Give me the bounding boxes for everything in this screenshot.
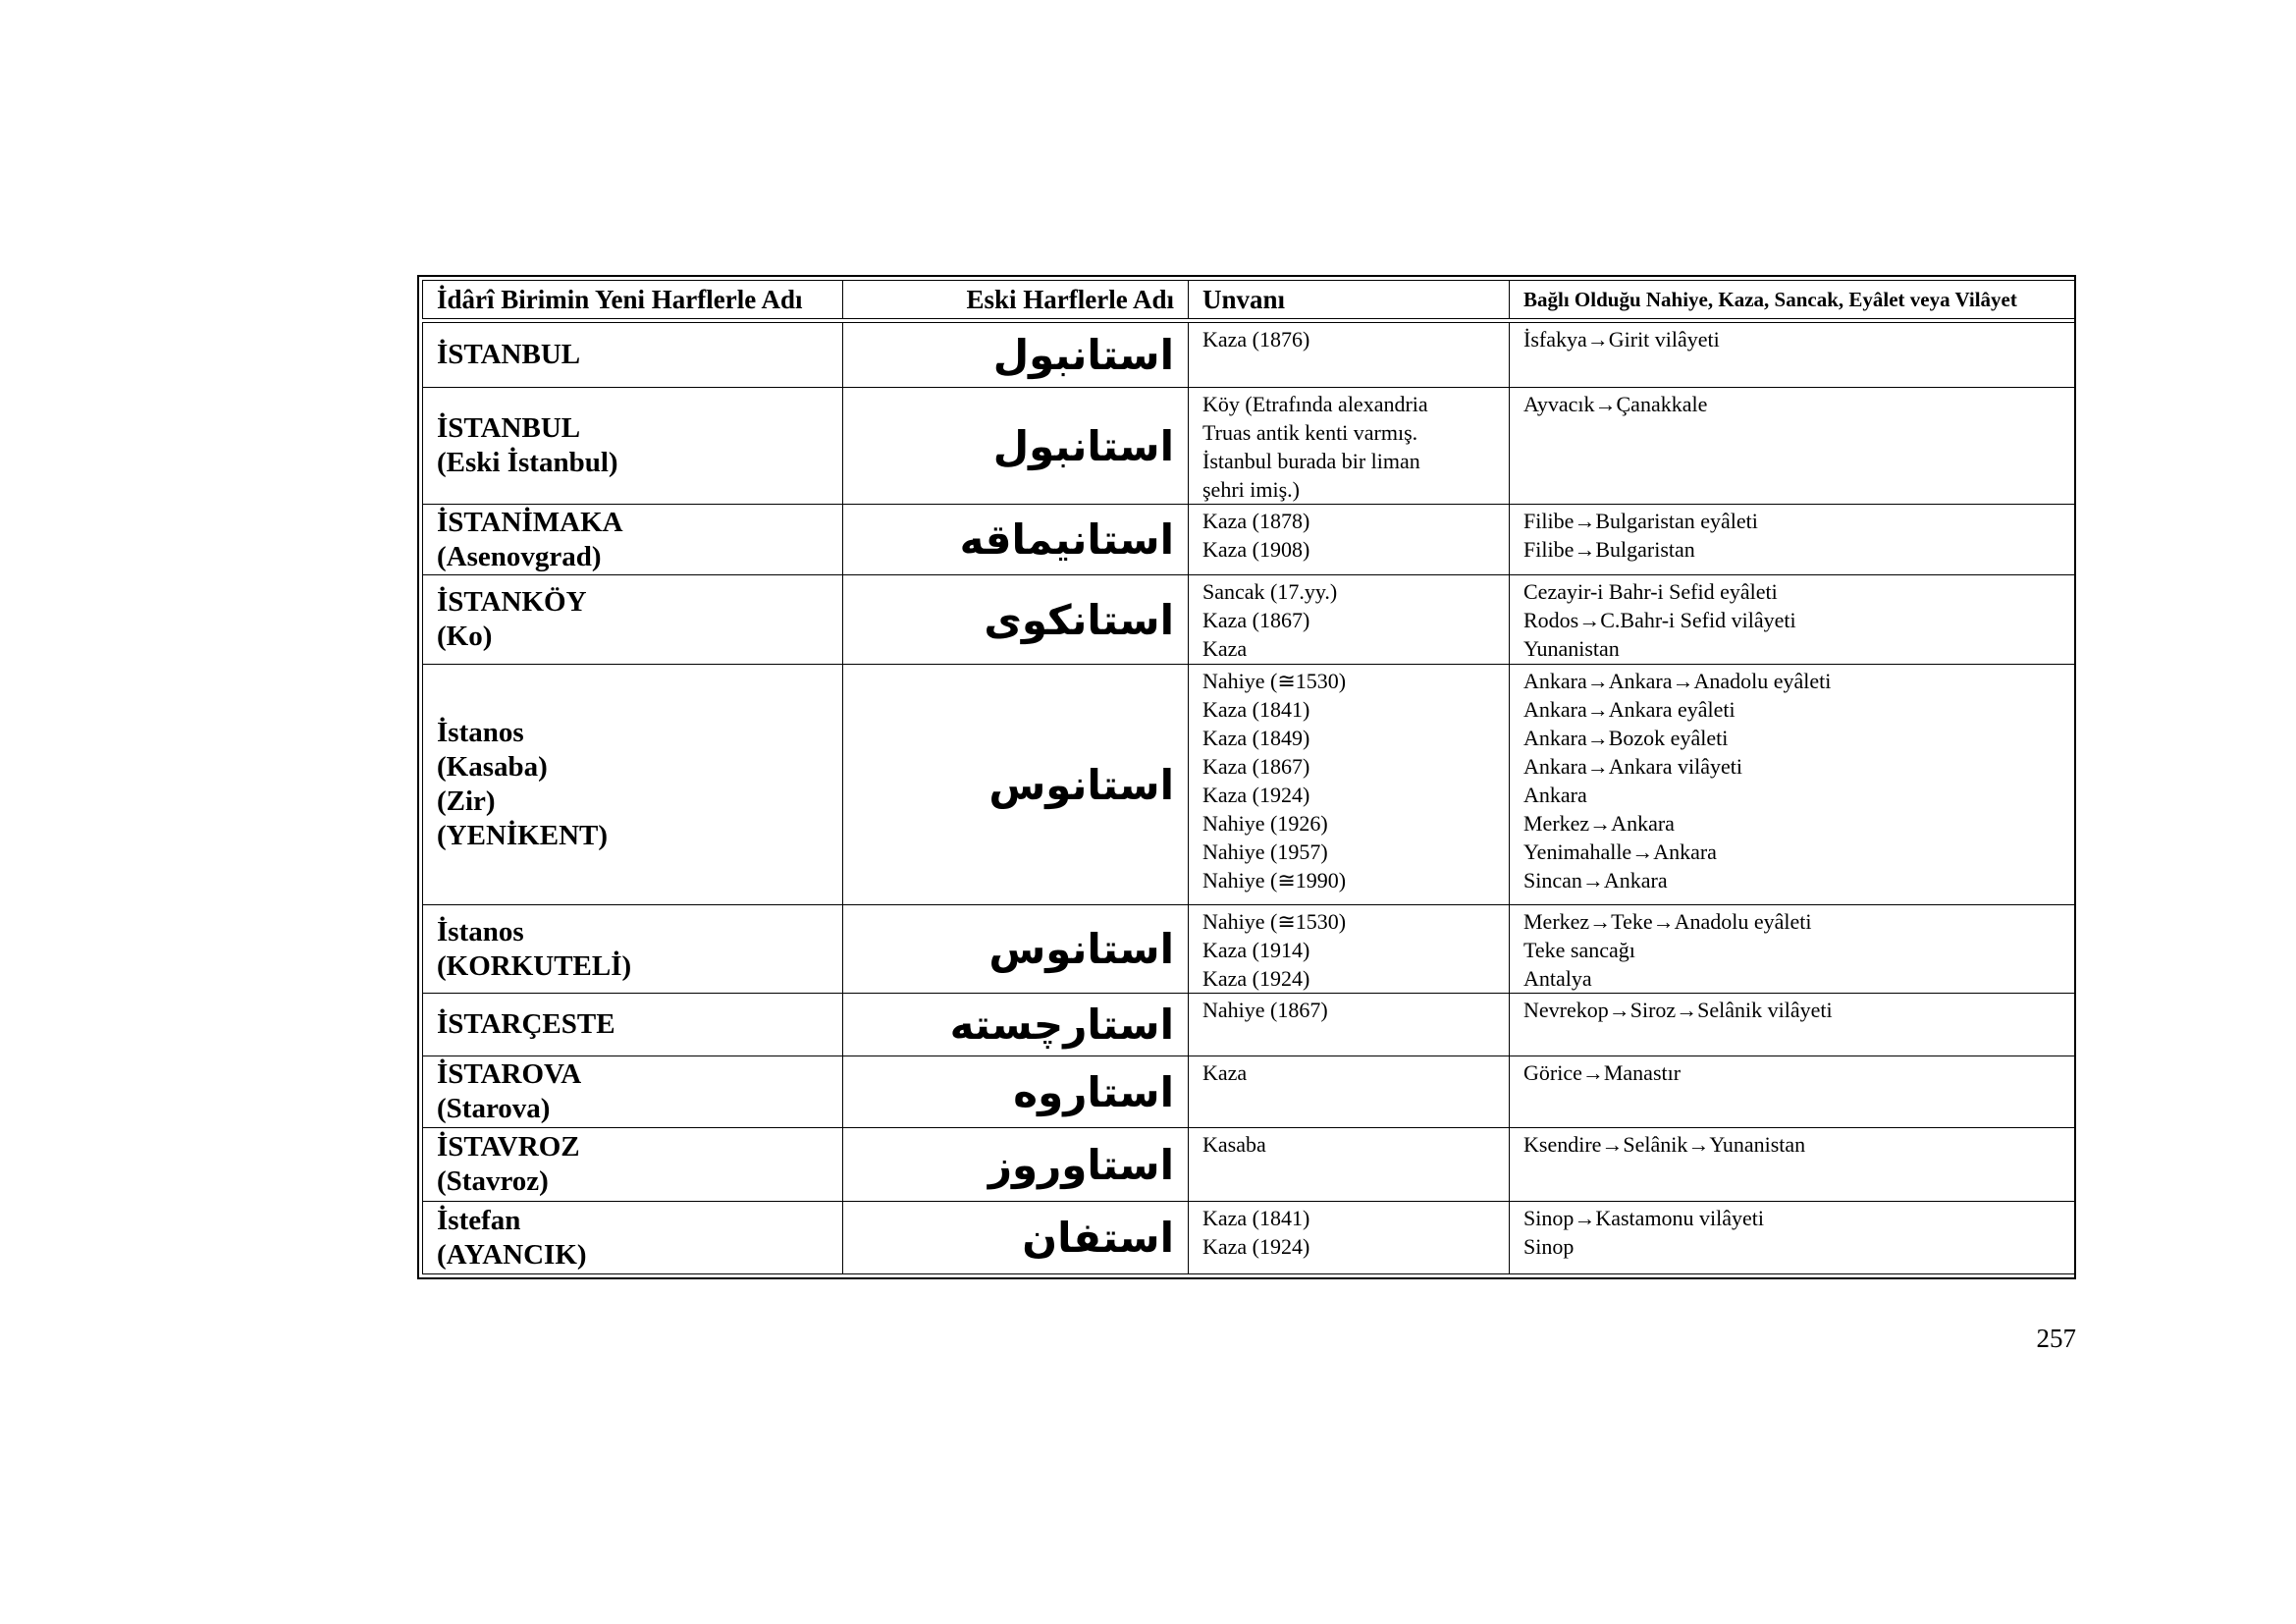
cell-old-name: استاروه (843, 1056, 1189, 1128)
cell-title: Nahiye (≅1530) Kaza (1841) Kaza (1849) Kaza (1867) Kaza (1924) Nahiye (1926) Nahiye (1957) Nahiye (≅1990) (1189, 665, 1510, 905)
cell-old-name: استفان (843, 1202, 1189, 1274)
cell-title: Sancak (17.yy.) Kaza (1867) Kaza (1189, 575, 1510, 665)
cell-new-name: İstanos (KORKUTELİ) (423, 905, 843, 994)
page-number: 257 (2036, 1324, 2076, 1353)
cell-new-name: İSTANBUL (Eski İstanbul) (423, 388, 843, 505)
table-row (423, 575, 2076, 665)
table-row (423, 905, 2076, 994)
header-title: Unvanı (1189, 281, 1510, 319)
cell-affiliation: Nevrekop→Siroz→Selânik vilâyeti (1510, 994, 2076, 1056)
header-affiliation: Bağlı Olduğu Nahiye, Kaza, Sancak, Eyâlet veya Vilâyet (1510, 281, 2076, 319)
cell-title: Kaza (1841) Kaza (1924) (1189, 1202, 1510, 1274)
cell-affiliation: Cezayir-i Bahr-i Sefid eyâleti Rodos→C.Bahr-i Sefid vilâyeti Yunanistan (1510, 575, 2076, 665)
cell-old-name: استانوس (843, 665, 1189, 905)
cell-new-name: İSTANİMAKA (Asenovgrad) (423, 505, 843, 575)
cell-new-name: İSTAROVA (Starova) (423, 1056, 843, 1128)
cell-affiliation: Ankara→Ankara→Anadolu eyâleti Ankara→Ankara eyâleti Ankara→Bozok eyâleti Ankara→Ankara vilâyeti Ankara Merkez→Ankara Yenimahalle→Ankara Sincan→Ankara (1510, 665, 2076, 905)
cell-new-name: İSTANBUL (423, 323, 843, 388)
cell-affiliation: Ksendire→Selânik→Yunanistan (1510, 1128, 2076, 1202)
table-header-row (423, 281, 2076, 319)
cell-old-name: استاوروز (843, 1128, 1189, 1202)
cell-title: Nahiye (≅1530) Kaza (1914) Kaza (1924) (1189, 905, 1510, 994)
cell-old-name: استانبول (843, 388, 1189, 505)
cell-affiliation: Görice→Manastır (1510, 1056, 2076, 1128)
cell-affiliation: Sinop→Kastamonu vilâyeti Sinop (1510, 1202, 2076, 1274)
header-new-name: İdârî Birimin Yeni Harflerle Adı (423, 281, 843, 319)
cell-old-name: استانبول (843, 323, 1189, 388)
table-row (423, 323, 2076, 388)
cell-title: Köy (Etrafında alexandria Truas antik kenti varmış. İstanbul burada bir liman şehri imiş.) (1189, 388, 1510, 505)
table-row (423, 665, 2076, 905)
cell-affiliation: İsfakya→Girit vilâyeti (1510, 323, 2076, 388)
gazetteer-table-frame (417, 275, 2076, 1279)
table-row (423, 505, 2076, 575)
cell-new-name: İSTARÇESTE (423, 994, 843, 1056)
cell-old-name: استانيماقه (843, 505, 1189, 575)
cell-title: Kaza (1189, 1056, 1510, 1128)
cell-title: Nahiye (1867) (1189, 994, 1510, 1056)
cell-title: Kaza (1878) Kaza (1908) (1189, 505, 1510, 575)
table-body (423, 323, 2076, 1274)
cell-affiliation: Ayvacık→Çanakkale (1510, 388, 2076, 505)
cell-old-name: استانكوى (843, 575, 1189, 665)
cell-new-name: İSTANKÖY (Ko) (423, 575, 843, 665)
table-row (423, 994, 2076, 1056)
table-row (423, 1056, 2076, 1128)
cell-affiliation: Merkez→Teke→Anadolu eyâleti Teke sancağı Antalya (1510, 905, 2076, 994)
cell-old-name: استارچسته (843, 994, 1189, 1056)
cell-title: Kaza (1876) (1189, 323, 1510, 388)
cell-title: Kasaba (1189, 1128, 1510, 1202)
cell-affiliation: Filibe→Bulgaristan eyâleti Filibe→Bulgaristan (1510, 505, 2076, 575)
gazetteer-table (422, 280, 2076, 1274)
cell-new-name: İstefan (AYANCIK) (423, 1202, 843, 1274)
cell-new-name: İSTAVROZ (Stavroz) (423, 1128, 843, 1202)
table-row (423, 388, 2076, 505)
table-row (423, 1128, 2076, 1202)
cell-new-name: İstanos (Kasaba) (Zir) (YENİKENT) (423, 665, 843, 905)
header-old-name: Eski Harflerle Adı (843, 281, 1189, 319)
table-row (423, 1202, 2076, 1274)
cell-old-name: استانوس (843, 905, 1189, 994)
